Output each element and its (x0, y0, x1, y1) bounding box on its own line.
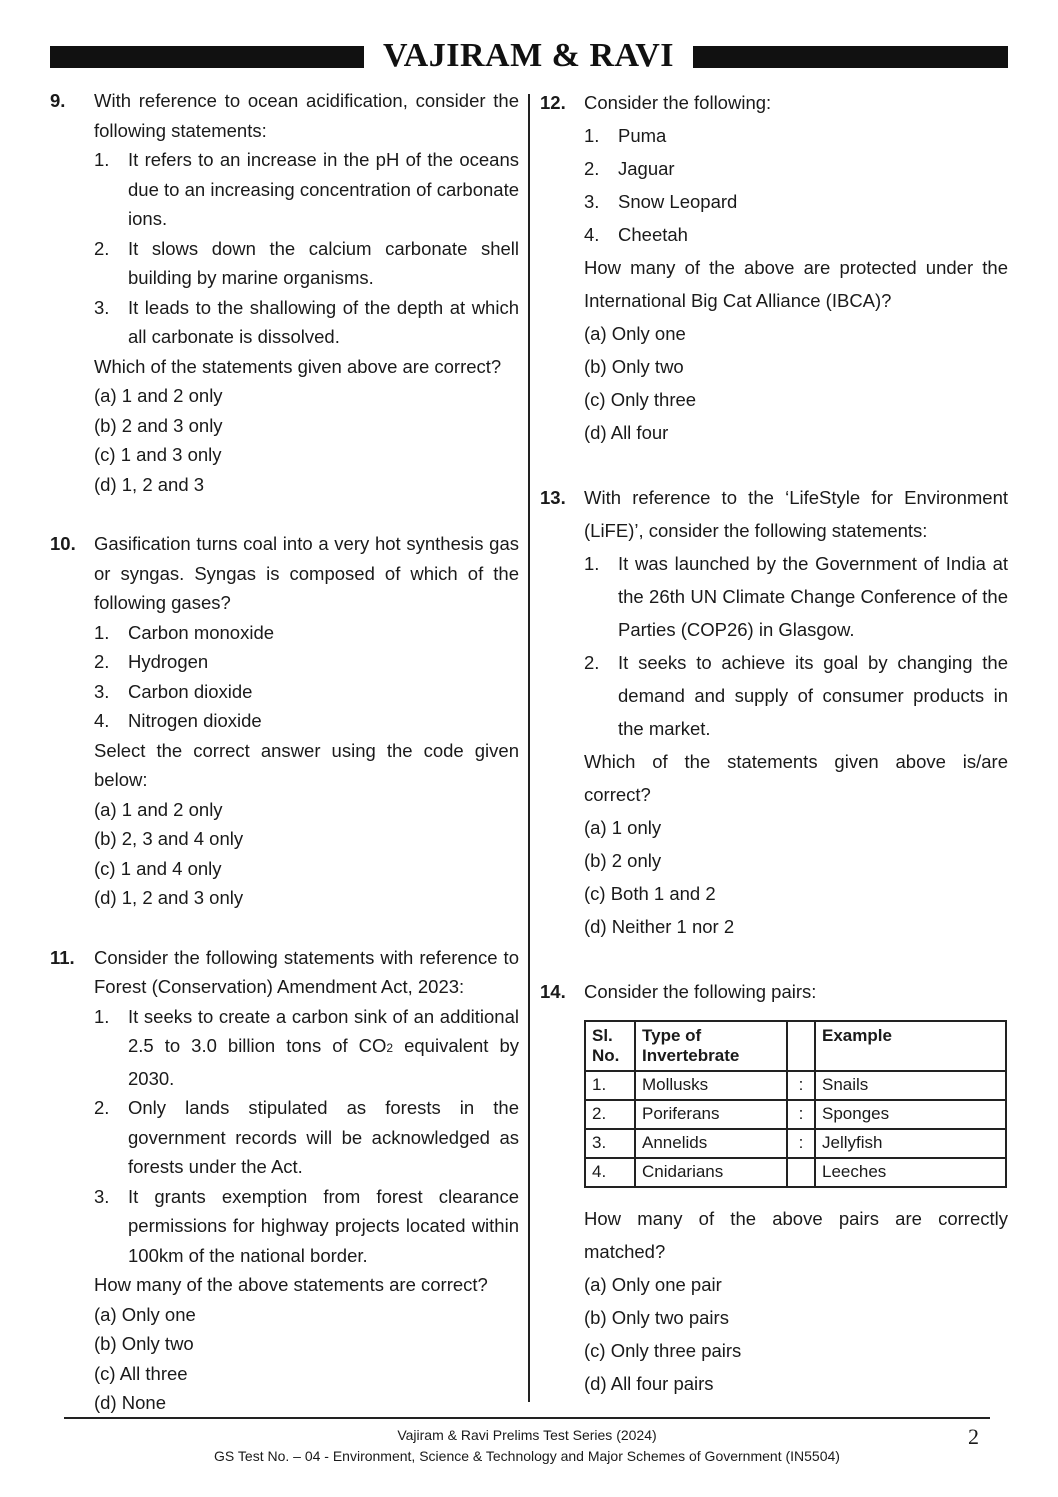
table-row (585, 1129, 1006, 1158)
question-ask: Which of the statements given above is/are correct? (584, 751, 1008, 805)
statement-item (94, 647, 519, 677)
table-cell: Mollusks (635, 1071, 787, 1100)
column-divider (528, 94, 530, 1402)
statement-text: It slows down the calcium carbonate shell building by marine organisms. (128, 237, 519, 288)
option-b: (b) Only two (584, 356, 684, 377)
subscript: 2 (386, 1041, 394, 1055)
statement-text: Snow Leopard (618, 191, 738, 212)
table-cell: 4. (585, 1158, 635, 1187)
option-b: (b) 2, 3 and 4 only (94, 828, 244, 849)
statement-item (584, 218, 1008, 251)
pairs-table (584, 1020, 1007, 1188)
statement-number: 2. (94, 1097, 110, 1118)
question-number: 9. (50, 90, 66, 111)
statement-text: It seeks to create a carbon sink of an additional 2.5 to 3.0 billion tons of CO (128, 1005, 519, 1056)
statement-item (94, 706, 519, 736)
table-cell: Jellyfish (815, 1129, 1006, 1158)
statement-item (584, 185, 1008, 218)
question-stem: Gasification turns coal into a very hot synthesis gas or syngas. Syngas is composed of which of the following gases? (94, 533, 519, 613)
statement-number: 4. (94, 710, 110, 731)
statement-item (94, 234, 519, 293)
statement-text: Puma (618, 125, 667, 146)
question-13 (540, 481, 1008, 943)
statement-item (584, 547, 1008, 646)
statement-number: 3. (94, 296, 110, 318)
table-cell: Annelids (635, 1129, 787, 1158)
option-b: (b) Only two (94, 1333, 194, 1354)
table-cell: Snails (815, 1071, 1006, 1100)
table-cell: Leeches (815, 1158, 1006, 1187)
statement-text: It was launched by the Government of India at the 26th UN Climate Change Conference of the Parties (COP26) in Glasgow. (618, 553, 1008, 640)
table-cell: : (787, 1071, 815, 1100)
table-cell: : (787, 1129, 815, 1158)
statement-text: Carbon dioxide (128, 680, 253, 702)
option-d: (d) 1, 2 and 3 only (94, 887, 244, 908)
table-row (585, 1100, 1006, 1129)
page-footer (64, 1425, 990, 1467)
statement-number: 2. (94, 651, 110, 672)
statement-number: 1. (94, 149, 110, 170)
option-c: (c) 1 and 4 only (94, 857, 222, 879)
statement-number: 3. (94, 1185, 110, 1207)
question-ask: How many of the above statements are correct? (94, 1274, 488, 1295)
footer-test-title: GS Test No. – 04 - Environment, Science & Technology and Major Schemes of Government (IN5504) (214, 1448, 840, 1464)
question-number: 11. (50, 946, 75, 968)
statement-text: It leads to the shallowing of the depth at which all carbonate is dissolved. (128, 296, 519, 347)
table-cell: : (787, 1100, 815, 1129)
option-d: (d) 1, 2 and 3 (94, 473, 205, 495)
right-column (540, 86, 1008, 1400)
statement-item (94, 1002, 519, 1094)
option-a: (a) 1 and 2 only (94, 798, 223, 820)
table-cell: 3. (585, 1129, 635, 1158)
statement-item (94, 618, 519, 648)
statement-text: It refers to an increase in the pH of the oceans due to an increasing concentration of carbonate ions. (128, 149, 519, 229)
statement-text: Only lands stipulated as forests in the government records will be acknowledged as forests under the Act. (128, 1097, 519, 1177)
option-a: (a) Only one (94, 1303, 196, 1325)
question-11 (50, 943, 519, 1418)
statement-number: 3. (584, 191, 600, 212)
page-header (50, 37, 1008, 74)
statement-item (94, 1093, 519, 1182)
statement-text: Cheetah (618, 224, 688, 245)
header-bar-left (50, 46, 364, 68)
statement-item (94, 677, 519, 707)
option-a: (a) Only one pair (584, 1274, 722, 1295)
option-c: (c) Both 1 and 2 (584, 883, 716, 904)
question-10 (50, 529, 519, 913)
option-c: (c) Only three pairs (584, 1340, 742, 1361)
header-cell (787, 1021, 815, 1071)
table-cell: Cnidarians (635, 1158, 787, 1187)
header-bar-right (693, 46, 1008, 68)
statement-text: It seeks to achieve its goal by changing the demand and supply of consumer products in the market. (618, 652, 1008, 739)
option-d: (d) None (94, 1392, 166, 1413)
statement-number: 1. (584, 553, 600, 574)
question-stem: Consider the following pairs: (584, 981, 817, 1002)
header-cell: Example (815, 1021, 1006, 1071)
option-c: (c) Only three (584, 389, 697, 410)
statement-item (584, 646, 1008, 745)
table-row (585, 1071, 1006, 1100)
table-header-row (585, 1021, 1006, 1071)
table-cell: 1. (585, 1071, 635, 1100)
question-ask: How many of the above pairs are correctly matched? (584, 1208, 1008, 1262)
statement-number: 2. (584, 652, 600, 673)
statement-item (584, 119, 1008, 152)
statement-item (584, 152, 1008, 185)
statement-number: 2. (584, 158, 600, 179)
statement-text: Carbon monoxide (128, 621, 275, 643)
option-d: (d) All four pairs (584, 1373, 714, 1394)
question-9 (50, 86, 519, 499)
option-a: (a) 1 only (584, 817, 662, 838)
statement-number: 2. (94, 237, 110, 259)
statement-text: Hydrogen (128, 651, 209, 672)
statement-text: Nitrogen dioxide (128, 710, 262, 731)
table-cell: 2. (585, 1100, 635, 1129)
question-ask: Select the correct answer using the code given below: (94, 739, 519, 790)
statement-number: 4. (584, 224, 600, 245)
header-cell: Type of Invertebrate (635, 1021, 787, 1071)
footer-rule (64, 1417, 990, 1419)
statement-item (94, 293, 519, 352)
question-ask: Which of the statements given above are correct? (94, 355, 502, 377)
question-12 (540, 86, 1008, 449)
question-number: 13. (540, 487, 566, 508)
footer-series: Vajiram & Ravi Prelims Test Series (2024) (397, 1427, 657, 1443)
statement-text: It grants exemption from forest clearance permissions for highway projects located within 100km of the national border. (128, 1185, 519, 1266)
left-column (50, 86, 519, 1418)
statement-item (94, 1182, 519, 1271)
option-d: (d) All four (584, 422, 669, 443)
statement-item (94, 145, 519, 234)
statement-number: 1. (94, 621, 110, 643)
option-b: (b) 2 only (584, 850, 662, 871)
option-c: (c) All three (94, 1362, 188, 1384)
question-stem: With reference to ocean acidification, consider the following statements: (94, 90, 519, 141)
option-c: (c) 1 and 3 only (94, 444, 222, 465)
option-d: (d) Neither 1 nor 2 (584, 916, 735, 937)
question-number: 10. (50, 533, 76, 554)
question-number: 12. (540, 92, 566, 113)
option-a: (a) 1 and 2 only (94, 385, 223, 406)
statement-text: Jaguar (618, 158, 675, 179)
page-number: 2 (968, 1424, 979, 1449)
option-a: (a) Only one (584, 323, 686, 344)
question-stem: With reference to the ‘LifeStyle for Environment (LiFE)’, consider the following statements: (584, 487, 1008, 541)
question-number: 14. (540, 981, 566, 1002)
table-row (585, 1158, 1006, 1187)
header-cell: Sl. No. (585, 1021, 635, 1071)
question-ask: How many of the above are protected under the International Big Cat Alliance (IBCA)? (584, 257, 1008, 311)
question-stem: Consider the following: (584, 92, 772, 113)
statement-number: 3. (94, 680, 110, 702)
table-cell (787, 1158, 815, 1187)
statement-number: 1. (584, 125, 600, 146)
table-cell: Poriferans (635, 1100, 787, 1129)
statement-number: 1. (94, 1005, 110, 1027)
question-stem: Consider the following statements with reference to Forest (Conservation) Amendment Act, 2023: (94, 946, 519, 997)
header-title: VAJIRAM & RAVI (383, 37, 674, 74)
statement-text-cont: equivalent by 2030. (128, 1035, 520, 1089)
table-cell: Sponges (815, 1100, 1006, 1129)
option-b: (b) 2 and 3 only (94, 414, 223, 436)
option-b: (b) Only two pairs (584, 1307, 729, 1328)
question-14 (540, 975, 1008, 1400)
